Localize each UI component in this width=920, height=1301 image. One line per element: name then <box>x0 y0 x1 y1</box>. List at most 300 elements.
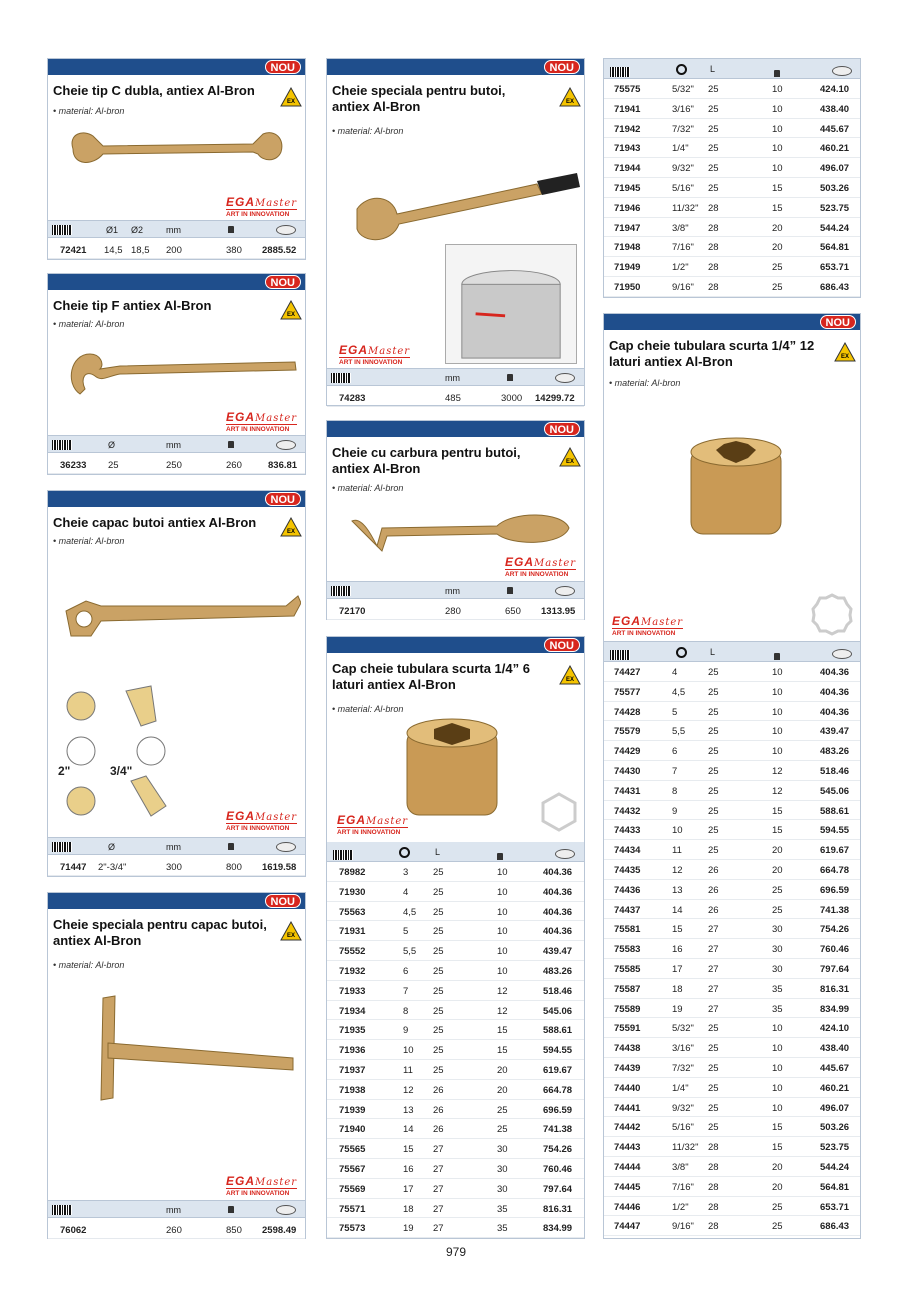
table-row <box>604 1137 860 1157</box>
qty-cell: 10 <box>497 946 508 958</box>
hexagon-icon <box>539 792 579 832</box>
code-cell: 74437 <box>614 904 641 916</box>
price-cell: 834.99 <box>820 1003 850 1015</box>
size-cell: 7 <box>672 766 678 777</box>
table-row <box>604 781 860 801</box>
price-cell: 619.67 <box>543 1065 573 1076</box>
code-cell: 71933 <box>339 985 366 997</box>
length-cell: 25 <box>708 845 719 857</box>
new-badge: NOU <box>544 422 580 436</box>
length-cell: 26 <box>708 904 719 916</box>
qty-cell: 20 <box>772 222 783 234</box>
price-icon <box>832 649 852 659</box>
length-cell: 27 <box>708 1003 719 1015</box>
length-cell: 25 <box>433 1045 444 1057</box>
length-cell: 25 <box>708 1122 719 1134</box>
qty-cell: 20 <box>772 1181 783 1193</box>
barrel-illustration <box>446 245 576 363</box>
size-cell: 17 <box>403 1183 414 1195</box>
length-cell: 27 <box>708 964 719 975</box>
price-cell: 404.36 <box>543 886 573 898</box>
length-cell: 25 <box>708 183 719 194</box>
code-cell: 74435 <box>614 865 641 876</box>
price-cell: 664.78 <box>820 865 850 876</box>
size-cell: 18 <box>403 1203 414 1215</box>
size-cell: 1/4" <box>672 1082 689 1094</box>
price-cell: 816.31 <box>543 1203 573 1215</box>
size-cell: 14 <box>672 904 683 916</box>
table-row <box>604 919 860 939</box>
table-row <box>604 1197 860 1217</box>
table-row <box>327 882 584 902</box>
material-note: • material: Al-bron <box>332 126 404 136</box>
table-row <box>327 1100 584 1120</box>
size-cell: 3 <box>403 867 409 878</box>
table-row <box>604 178 860 198</box>
weight-icon <box>228 226 234 233</box>
product-title: Cheie speciala pentru capac butoi, antiex Al-Bron <box>53 917 267 948</box>
barcode-icon <box>331 373 351 383</box>
qty-cell: 20 <box>497 1065 508 1076</box>
length-cell: 28 <box>708 1201 719 1213</box>
spec-row: 71447 2"-3/4" 300 800 1619.58 <box>48 857 305 876</box>
price-cell: 460.21 <box>820 143 850 155</box>
length-cell: 25 <box>708 1043 719 1055</box>
price-cell: 619.67 <box>820 845 850 857</box>
code-cell: 74447 <box>614 1221 641 1233</box>
price-cell: 653.71 <box>820 1201 850 1213</box>
price-icon <box>555 373 575 383</box>
socket-6pt-image <box>402 715 502 825</box>
svg-text:EX: EX <box>287 933 296 939</box>
length-cell: 28 <box>708 1142 719 1154</box>
ex-warning-icon <box>280 300 302 320</box>
barcode-icon <box>52 440 72 450</box>
qty-cell: 10 <box>772 1043 783 1055</box>
barcode-icon <box>52 1205 72 1215</box>
barcode-icon <box>610 67 630 77</box>
price-cell: 460.21 <box>820 1082 850 1094</box>
qty-cell: 25 <box>772 904 783 916</box>
length-cell: 25 <box>708 706 719 718</box>
size-cell: 1/2" <box>672 262 689 274</box>
price-cell: 503.26 <box>820 183 850 194</box>
code-cell: 71940 <box>339 1124 366 1136</box>
qty-cell: 12 <box>497 1005 508 1017</box>
code-cell: 71946 <box>614 202 641 214</box>
code-cell: 75579 <box>614 726 641 738</box>
qty-cell: 15 <box>772 1142 783 1154</box>
code-cell: 75552 <box>339 946 366 958</box>
barcode-icon <box>333 850 353 860</box>
material-note: • material: Al-bron <box>609 378 681 388</box>
size-cell: 10 <box>403 1045 414 1057</box>
table-row <box>327 1060 584 1080</box>
qty-cell: 35 <box>772 983 783 995</box>
qty-cell: 25 <box>772 1201 783 1213</box>
qty-cell: 12 <box>497 985 508 997</box>
card-header-bar <box>48 274 305 290</box>
code-cell: 71930 <box>339 886 366 898</box>
qty-cell: 30 <box>497 1183 508 1195</box>
code-cell: 74433 <box>614 825 641 837</box>
size-cell: 5 <box>403 926 409 938</box>
material-note: • material: Al-bron <box>332 483 404 493</box>
code-cell: 74439 <box>614 1063 641 1074</box>
length-cell: 25 <box>433 1025 444 1037</box>
length-cell: 28 <box>708 242 719 254</box>
size-cell: 5/16" <box>672 183 694 194</box>
weight-icon <box>774 70 780 77</box>
size-cell: 9/16" <box>672 282 694 293</box>
price-cell: 696.59 <box>820 884 850 896</box>
code-cell: 74445 <box>614 1181 641 1193</box>
length-cell: 25 <box>433 1005 444 1017</box>
qty-cell: 20 <box>772 865 783 876</box>
length-cell: 28 <box>708 1181 719 1193</box>
price-cell: 594.55 <box>543 1045 573 1057</box>
product-title: Cap cheie tubulara scurta 1/4” 12 laturi antiex Al-Bron <box>609 338 815 369</box>
size-cell: 4,5 <box>672 686 686 698</box>
price-cell: 518.46 <box>820 766 850 777</box>
socket-inch-table <box>603 58 861 298</box>
length-cell: 28 <box>708 1221 719 1233</box>
barcode-icon <box>52 842 72 852</box>
size-cell: 9/32" <box>672 1102 694 1114</box>
card-header-bar <box>48 59 305 75</box>
length-cell: 26 <box>708 865 719 876</box>
ex-warning-icon <box>280 517 302 537</box>
price-cell: 564.81 <box>820 1181 850 1193</box>
length-cell: 25 <box>708 143 719 155</box>
ex-warning-icon <box>559 447 581 467</box>
code-cell: 71932 <box>339 966 366 977</box>
price-cell: 445.67 <box>820 123 850 135</box>
price-icon <box>832 66 852 76</box>
length-cell: 25 <box>708 825 719 837</box>
length-cell: 27 <box>433 1144 444 1156</box>
code-cell: 71942 <box>614 123 641 135</box>
length-cell: 25 <box>433 985 444 997</box>
price-cell: 797.64 <box>820 964 850 975</box>
table-row <box>327 1159 584 1179</box>
qty-cell: 25 <box>772 262 783 274</box>
brand-logo: EGAMaster ART IN INNOVATION <box>612 614 684 637</box>
qty-cell: 12 <box>772 766 783 777</box>
qty-cell: 10 <box>497 926 508 938</box>
price-cell: 760.46 <box>543 1164 573 1175</box>
length-cell: 28 <box>708 202 719 214</box>
new-badge: NOU <box>265 894 301 908</box>
size-label-3-4in: 3/4" <box>110 764 133 778</box>
qty-cell: 15 <box>772 825 783 837</box>
ex-warning-icon <box>280 921 302 941</box>
size-cell: 6 <box>403 966 409 977</box>
price-cell: 686.43 <box>820 1221 850 1233</box>
size-cell: 13 <box>672 884 683 896</box>
length-cell: 25 <box>708 1082 719 1094</box>
table-row <box>327 981 584 1001</box>
code-cell: 71935 <box>339 1025 366 1037</box>
new-badge: NOU <box>265 60 301 74</box>
spec-row: 72170 280 650 1313.95 <box>327 601 584 620</box>
spec-header: Ø1 Ø2 mm <box>48 220 305 238</box>
length-cell: 25 <box>708 726 719 738</box>
size-cell: 5,5 <box>403 946 417 958</box>
qty-cell: 25 <box>497 1124 508 1136</box>
price-cell: 544.24 <box>820 222 850 234</box>
code-cell: 74438 <box>614 1043 641 1055</box>
code-cell: 74442 <box>614 1122 641 1134</box>
barcode-icon <box>610 650 630 660</box>
weight-icon <box>228 843 234 850</box>
price-icon <box>555 849 575 859</box>
price-cell: 424.10 <box>820 1023 850 1035</box>
spec-header: Ø mm <box>48 435 305 453</box>
product-card-c-wrench <box>47 58 306 260</box>
price-cell: 544.24 <box>820 1162 850 1173</box>
table-row <box>604 939 860 959</box>
material-note: • material: Al-bron <box>53 536 125 546</box>
size-cell: 14 <box>403 1124 414 1136</box>
weight-icon <box>507 587 513 594</box>
price-cell: 439.47 <box>820 726 850 738</box>
table-row <box>604 1157 860 1177</box>
price-cell: 483.26 <box>820 746 850 758</box>
size-cell: 15 <box>403 1144 414 1156</box>
code-cell: 75589 <box>614 1003 641 1015</box>
size-cell: 19 <box>403 1223 414 1235</box>
code-cell: 74429 <box>614 746 641 758</box>
table-row <box>604 1078 860 1098</box>
qty-cell: 10 <box>497 966 508 977</box>
table-row <box>327 1199 584 1219</box>
table-row <box>327 1080 584 1100</box>
price-cell: 523.75 <box>820 202 850 214</box>
qty-cell: 30 <box>497 1164 508 1175</box>
table-row <box>604 702 860 722</box>
size-cell: 5/16" <box>672 1122 694 1134</box>
card-header-bar <box>327 421 584 437</box>
weight-icon <box>228 1206 234 1213</box>
qty-cell: 20 <box>772 242 783 254</box>
size-cell: 7/32" <box>672 123 694 135</box>
price-cell: 545.06 <box>543 1005 573 1017</box>
material-note: • material: Al-bron <box>53 960 125 970</box>
card-header-bar <box>48 893 305 909</box>
weight-icon <box>774 653 780 660</box>
table-row <box>327 902 584 922</box>
code-cell: 75583 <box>614 944 641 956</box>
code-cell: 71947 <box>614 222 641 234</box>
product-card-barrel-wrench <box>326 58 585 406</box>
price-cell: 404.36 <box>543 926 573 938</box>
qty-cell: 10 <box>497 886 508 898</box>
table-row <box>604 218 860 238</box>
table-row <box>604 979 860 999</box>
price-cell: 741.38 <box>543 1124 573 1136</box>
qty-cell: 10 <box>772 1063 783 1074</box>
code-cell: 71949 <box>614 262 641 274</box>
length-cell: 25 <box>708 1023 719 1035</box>
qty-cell: 20 <box>497 1084 508 1096</box>
code-cell: 75563 <box>339 906 366 918</box>
size-cell: 4 <box>672 667 678 678</box>
code-cell: 71936 <box>339 1045 366 1057</box>
qty-cell: 10 <box>772 746 783 758</box>
price-cell: 523.75 <box>820 1142 850 1154</box>
price-cell: 404.36 <box>820 667 850 678</box>
length-cell: 25 <box>708 1063 719 1074</box>
table-row <box>604 1018 860 1038</box>
spec-header: Ø mm <box>48 837 305 855</box>
length-cell: 28 <box>708 282 719 293</box>
size-cell: 18 <box>672 983 683 995</box>
product-card-special-cap-wrench <box>47 892 306 1239</box>
price-cell: 438.40 <box>820 103 850 115</box>
price-cell: 754.26 <box>820 924 850 936</box>
code-cell: 75575 <box>614 84 641 95</box>
length-cell: 27 <box>708 983 719 995</box>
length-cell: 25 <box>708 163 719 175</box>
table-row <box>604 741 860 761</box>
table-row <box>604 1098 860 1118</box>
qty-cell: 10 <box>772 726 783 738</box>
code-cell: 71941 <box>614 103 641 115</box>
table-row <box>604 1177 860 1197</box>
brand-logo: EGAMaster ART IN INNOVATION <box>505 555 577 578</box>
code-cell: 74432 <box>614 805 641 817</box>
code-cell: 74427 <box>614 667 641 678</box>
socket-size-icon <box>676 64 687 75</box>
price-cell: 424.10 <box>820 84 850 95</box>
size-cell: 3/16" <box>672 1043 694 1055</box>
f-wrench-image <box>60 344 300 404</box>
new-badge: NOU <box>820 315 856 329</box>
carbide-wrench-image <box>347 506 572 556</box>
code-cell: 74446 <box>614 1201 641 1213</box>
length-cell: 25 <box>433 946 444 958</box>
table-row <box>604 860 860 880</box>
code-cell: 75591 <box>614 1023 641 1035</box>
svg-text:EX: EX <box>287 529 296 535</box>
length-cell: 27 <box>708 924 719 936</box>
table-row <box>604 277 860 297</box>
size-cell: 7/16" <box>672 242 694 254</box>
length-cell: 25 <box>708 766 719 777</box>
price-cell: 754.26 <box>543 1144 573 1156</box>
price-cell: 483.26 <box>543 966 573 977</box>
code-cell: 71931 <box>339 926 366 938</box>
price-cell: 594.55 <box>820 825 850 837</box>
table-row <box>604 257 860 277</box>
svg-text:EX: EX <box>287 312 296 318</box>
table-row <box>327 961 584 981</box>
table-row <box>604 198 860 218</box>
weight-icon <box>507 374 513 381</box>
price-cell: 797.64 <box>543 1183 573 1195</box>
table-row <box>604 138 860 158</box>
size-cell: 12 <box>672 865 683 876</box>
qty-cell: 10 <box>772 103 783 115</box>
qty-cell: 15 <box>497 1025 508 1037</box>
size-cell: 8 <box>403 1005 409 1017</box>
size-cell: 11/32" <box>672 202 699 214</box>
svg-text:EX: EX <box>566 459 575 465</box>
price-cell: 503.26 <box>820 1122 850 1134</box>
qty-cell: 30 <box>772 964 783 975</box>
code-cell: 71938 <box>339 1084 366 1096</box>
price-cell: 445.67 <box>820 1063 850 1074</box>
price-icon <box>276 225 296 235</box>
code-cell: 74428 <box>614 706 641 718</box>
size-label-2in: 2" <box>58 764 71 778</box>
code-cell: 75585 <box>614 964 641 975</box>
price-cell: 404.36 <box>820 686 850 698</box>
table-row <box>327 1001 584 1021</box>
qty-cell: 15 <box>772 1122 783 1134</box>
product-title: Cheie tip C dubla, antiex Al-Bron <box>53 83 255 98</box>
table-row <box>604 880 860 900</box>
qty-cell: 15 <box>772 183 783 194</box>
special-cap-wrench-image <box>63 988 298 1108</box>
size-cell: 5 <box>672 706 678 718</box>
size-cell: 1/4" <box>672 143 689 155</box>
length-cell: 26 <box>433 1084 444 1096</box>
ex-warning-icon <box>834 342 856 362</box>
table-row <box>327 862 584 882</box>
socket-6pt-table <box>326 842 585 1239</box>
product-card-barrel-cap-wrench <box>47 490 306 877</box>
table-row <box>604 761 860 781</box>
size-cell: 10 <box>672 825 683 837</box>
product-title: Cap cheie tubulara scurta 1/4” 6 laturi antiex Al-Bron <box>332 661 530 692</box>
card-header-bar <box>327 637 584 653</box>
table-row <box>327 1179 584 1199</box>
table-row <box>604 801 860 821</box>
product-title: Cheie capac butoi antiex Al-Bron <box>53 515 257 530</box>
length-cell: 25 <box>433 1065 444 1076</box>
length-cell: 26 <box>433 1104 444 1116</box>
length-cell: 25 <box>708 123 719 135</box>
size-cell: 9/32" <box>672 163 694 175</box>
size-cell: 7/32" <box>672 1063 694 1074</box>
price-icon <box>276 1205 296 1215</box>
price-cell: 816.31 <box>820 983 850 995</box>
qty-cell: 15 <box>772 805 783 817</box>
code-cell: 71943 <box>614 143 641 155</box>
c-wrench-image <box>63 124 293 174</box>
svg-text:EX: EX <box>841 354 850 360</box>
qty-cell: 10 <box>772 686 783 698</box>
qty-cell: 20 <box>772 845 783 857</box>
size-cell: 5/32" <box>672 1023 694 1035</box>
length-cell: 27 <box>433 1223 444 1235</box>
code-cell: 74440 <box>614 1082 641 1094</box>
code-cell: 71948 <box>614 242 641 254</box>
brand-logo: EGAMaster ART IN INNOVATION <box>337 813 409 836</box>
qty-cell: 35 <box>772 1003 783 1015</box>
size-cell: 13 <box>403 1104 414 1116</box>
qty-cell: 10 <box>772 1102 783 1114</box>
table-row <box>604 662 860 682</box>
size-cell: 11/32" <box>672 1142 699 1154</box>
product-title: Cheie tip F antiex Al-Bron <box>53 298 212 313</box>
qty-cell: 15 <box>772 202 783 214</box>
card-header-bar <box>48 491 305 507</box>
qty-cell: 10 <box>772 1023 783 1035</box>
table-header: L <box>604 59 860 79</box>
